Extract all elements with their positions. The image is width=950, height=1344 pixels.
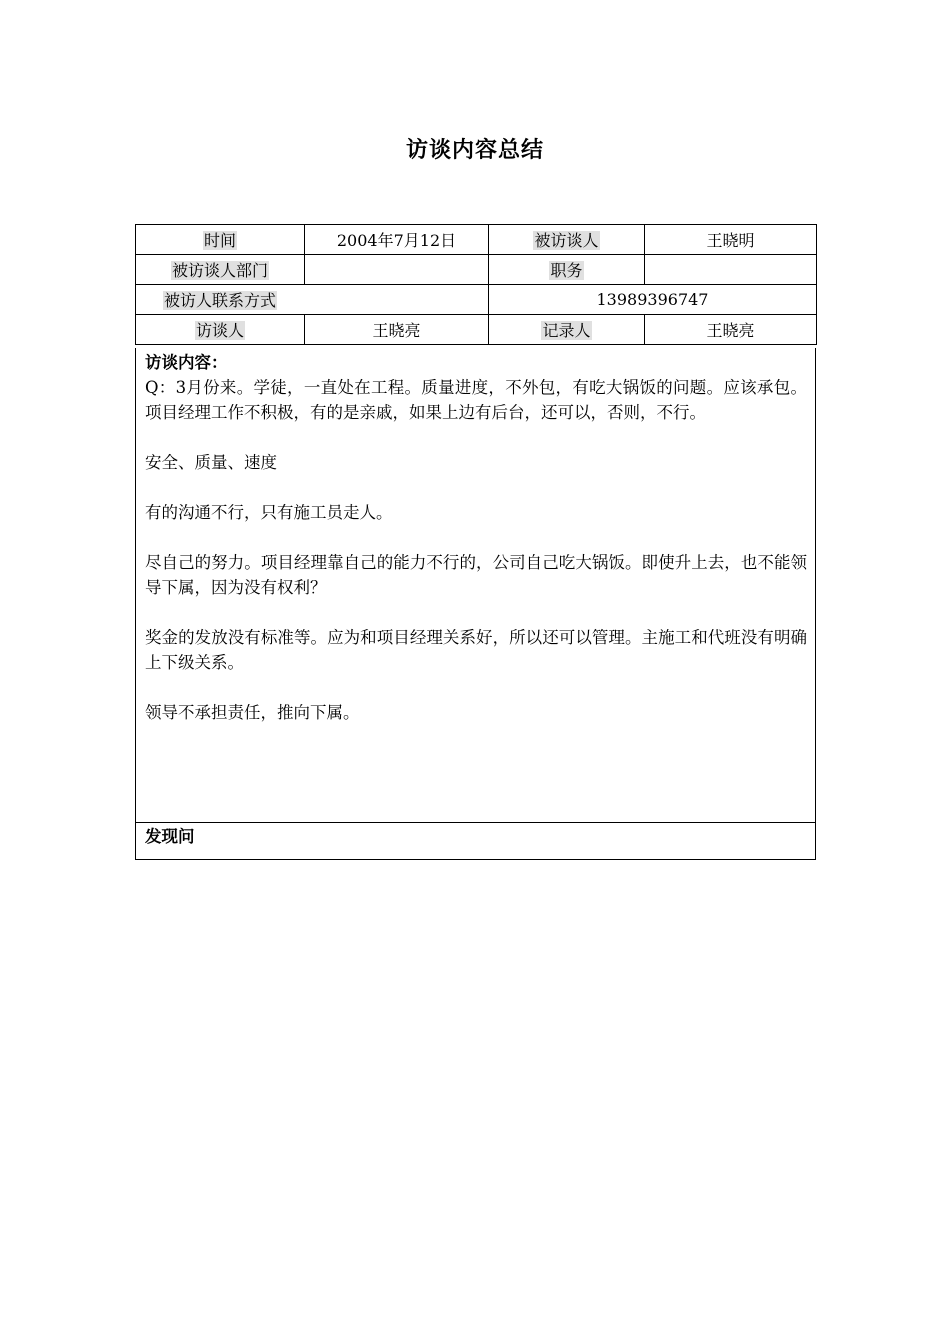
position-label-cell <box>489 255 645 285</box>
content-paragraph: 安全、质量、速度 <box>145 453 277 472</box>
contact-label-cell <box>136 285 489 315</box>
interviewer-value: 王晓亮 <box>305 315 489 345</box>
interviewer-label-cell <box>136 315 305 345</box>
findings-heading: 发现问 <box>145 827 195 846</box>
recorder-value: 王晓亮 <box>645 315 817 345</box>
recorder-label: 记录人 <box>542 321 591 340</box>
content-paragraph: 奖金的发放没有标准等。应为和项目经理关系好，所以还可以管理。主施工和代班没有明确上下级关系。 <box>145 628 807 672</box>
table-row <box>136 315 817 345</box>
time-label: 时间 <box>203 231 236 250</box>
position-value <box>645 255 817 285</box>
time-value: 2004年7月12日 <box>305 225 489 255</box>
recorder-label-cell <box>489 315 645 345</box>
content-paragraph: 尽自己的努力。项目经理靠自己的能力不行的，公司自己吃大锅饭。即使升上去，也不能领导下属，因为没有权利？ <box>145 553 807 597</box>
content-paragraph: 有的沟通不行，只有施工员走人。 <box>145 503 393 522</box>
findings-section <box>135 822 816 860</box>
interviewee-label-cell <box>489 225 645 255</box>
table-row <box>136 255 817 285</box>
interviewer-label: 访谈人 <box>195 321 244 340</box>
interviewee-value: 王晓明 <box>645 225 817 255</box>
interview-info-table <box>135 224 817 345</box>
department-label-cell <box>136 255 305 285</box>
department-value <box>305 255 489 285</box>
table-row <box>136 285 817 315</box>
position-label: 职务 <box>550 261 583 280</box>
contact-value: 13989396747 <box>489 285 817 315</box>
content-paragraph: Q：3月份来。学徒，一直处在工程。质量进度，不外包，有吃大锅饭的问题。应该承包。项目经理工作不积极，有的是亲戚，如果上边有后台，还可以，否则，不行。 <box>145 378 807 422</box>
time-label-cell <box>136 225 305 255</box>
content-paragraph: 领导不承担责任，推向下属。 <box>145 703 360 722</box>
interviewee-label: 被访谈人 <box>534 231 599 250</box>
content-heading: 访谈内容： <box>145 353 228 372</box>
interview-content-section <box>135 348 816 823</box>
page-title: 访谈内容总结 <box>405 137 544 163</box>
contact-label: 被访人联系方式 <box>164 291 277 310</box>
table-row <box>136 225 817 255</box>
department-label: 被访谈人部门 <box>171 261 268 280</box>
